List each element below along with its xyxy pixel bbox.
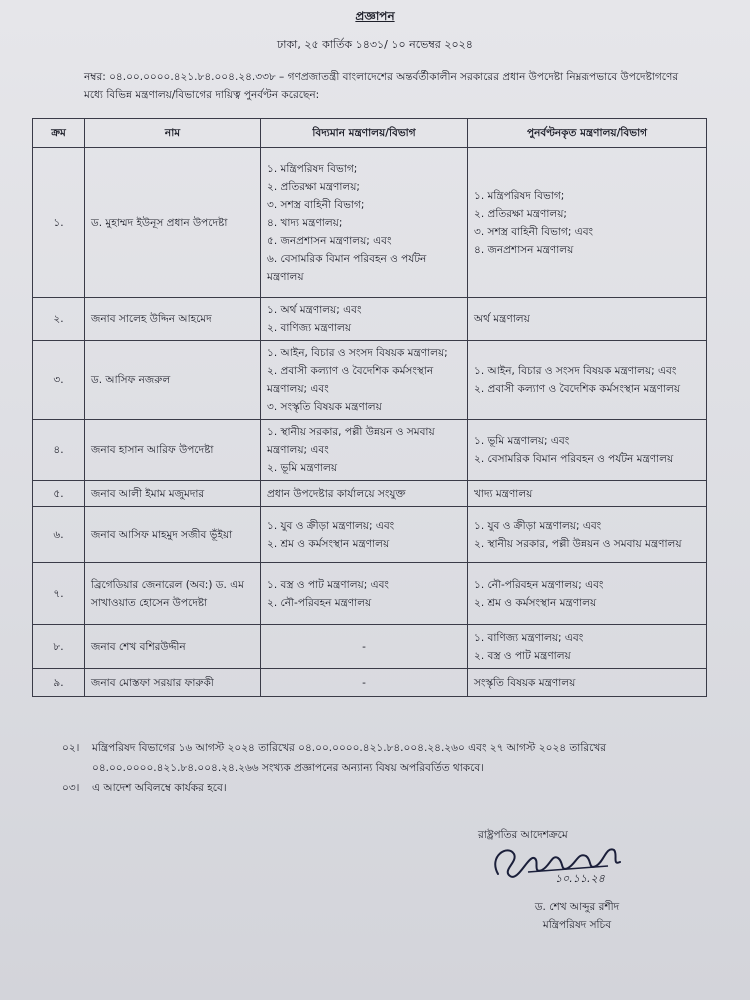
row-reassigned-ministries <box>468 341 707 420</box>
ministry-item: - <box>362 676 366 689</box>
header-reassigned: পুনর্বণ্টনকৃত মন্ত্রণালয়/বিভাগ <box>468 119 707 148</box>
row-adviser-name: জনাব মোস্তফা সরয়ার ফারুকী <box>85 669 261 697</box>
table-body <box>33 148 707 697</box>
existing-ministry-list <box>267 301 461 337</box>
ministry-item: ৬. বেসামরিক বিমান পরিবহন ও পর্যটন মন্ত্রণালয় <box>267 252 427 283</box>
footnote-3-number: ০৩। <box>62 782 80 794</box>
ministry-item: ৩. সংস্কৃতি বিষয়ক মন্ত্রণালয় <box>267 401 382 413</box>
intro-paragraph: নম্বর: ০৪.০০.০০০০.৪২১.৮৪.০০৪.২৪.৩৩৮ – গণপ্রজাতন্ত্রী বাংলাদেশের অন্তর্বর্তীকালীন সরকারের প্রধান উপদেষ্টা নিম্নরূপভাবে উপদেষ্টাগণের মধ্যে বিভিন্ন মন্ত্রণালয়/বিভাগের দায়িত্ব পুনর্বণ্টন করেছেন: <box>84 71 679 101</box>
footnote-2-number: ০২। <box>62 742 80 754</box>
row-serial: ৯. <box>33 669 85 697</box>
row-existing-ministries <box>261 148 468 298</box>
row-reassigned-ministries <box>468 507 707 563</box>
ministry-item: ২. প্রতিরক্ষা মন্ত্রণালয়; <box>267 180 360 193</box>
row-existing-ministries <box>261 507 468 563</box>
document-title: প্রজ্ঞাপন <box>355 9 395 23</box>
row-adviser-name: ব্রিগেডিয়ার জেনারেল (অব:) ড. এম সাখাওয়াত হোসেন উপদেষ্টা <box>85 563 261 625</box>
reassigned-ministry-list <box>474 310 700 328</box>
table-row <box>33 148 707 298</box>
reassigned-ministry-list <box>474 432 700 468</box>
row-adviser-name: ড. মুহাম্মদ ইউনূস প্রধান উপদেষ্টা <box>85 148 261 298</box>
ministry-item: ২. শ্রম ও কর্মসংস্থান মন্ত্রণালয় <box>267 537 390 550</box>
ministry-item: খাদ্য মন্ত্রণালয় <box>474 487 533 500</box>
ministry-item: ২. বস্ত্র ও পাট মন্ত্রণালয় <box>474 649 571 662</box>
header-serial: ক্রম <box>33 119 85 148</box>
ministry-item: ২. ভূমি মন্ত্রণালয় <box>267 462 338 474</box>
ministry-item: ১. বাণিজ্য মন্ত্রণালয়; এবং <box>474 631 584 644</box>
row-existing-ministries <box>261 563 468 625</box>
ministry-item: ২. নৌ-পরিবহন মন্ত্রণালয় <box>267 596 372 609</box>
row-existing-ministries <box>261 481 468 507</box>
existing-ministry-list <box>267 638 461 656</box>
dateline: ঢাকা, ২৫ কার্তিক ১৪৩১/ ১০ নভেম্বর ২০২৪ <box>277 38 473 51</box>
existing-ministry-list <box>267 674 461 692</box>
ministry-item: ৩. সশস্ত্র বাহিনী বিভাগ; <box>267 198 365 211</box>
row-reassigned-ministries <box>468 563 707 625</box>
existing-ministry-list <box>267 517 461 553</box>
row-serial: ৫. <box>33 481 85 507</box>
existing-ministry-list <box>267 423 461 477</box>
ministry-item: ১. যুব ও ক্রীড়া মন্ত্রণালয়; এবং <box>267 519 395 532</box>
row-existing-ministries <box>261 625 468 669</box>
ministry-item: ৩. সশস্ত্র বাহিনী বিভাগ; এবং <box>474 225 594 238</box>
table-row <box>33 481 707 507</box>
existing-ministry-list <box>267 485 461 503</box>
table-row <box>33 507 707 563</box>
ministry-item: ২. প্রবাসী কল্যাণ ও বৈদেশিক কর্মসংস্থান মন্ত্রণালয়; এবং <box>267 365 434 395</box>
ministry-item: - <box>362 640 366 653</box>
row-serial: ২. <box>33 298 85 341</box>
ministry-item: ২. স্থানীয় সরকার, পল্লী উন্নয়ন ও সমবায় মন্ত্রণালয় <box>474 537 682 550</box>
signer-designation: মন্ত্রিপরিষদ সচিব <box>542 919 612 931</box>
ministry-item: ১. ভূমি মন্ত্রণালয়; এবং <box>474 435 570 447</box>
row-serial: ৩. <box>33 341 85 420</box>
ministry-item: ১. স্থানীয় সরকার, পল্লী উন্নয়ন ও সমবায় মন্ত্রণালয়; এবং <box>267 426 435 456</box>
reassigned-ministry-list <box>474 187 700 259</box>
ministry-item: ২. শ্রম ও কর্মসংস্থান মন্ত্রণালয় <box>474 596 597 609</box>
row-adviser-name: জনাব হাসান আরিফ উপদেষ্টা <box>85 420 261 481</box>
ministry-item: ১. মন্ত্রিপরিষদ বিভাগ; <box>474 189 565 202</box>
table-row <box>33 669 707 697</box>
row-adviser-name: জনাব সালেহ উদ্দিন আহমেদ <box>85 298 261 341</box>
ministry-item: ৪. খাদ্য মন্ত্রণালয়; <box>267 216 343 229</box>
footnote-3-text: এ আদেশ অবিলম্বে কার্যকর হবে। <box>92 782 227 794</box>
header-existing: বিদ্যমান মন্ত্রণালয়/বিভাগ <box>261 119 468 148</box>
row-serial: ৬. <box>33 507 85 563</box>
ministry-item: অর্থ মন্ত্রণালয় <box>474 313 530 325</box>
reassigned-ministry-list <box>474 362 700 398</box>
row-existing-ministries <box>261 298 468 341</box>
footnote-3 <box>62 778 672 798</box>
ministry-item: ১. মন্ত্রিপরিষদ বিভাগ; <box>267 162 358 175</box>
table-row <box>33 420 707 481</box>
reassigned-ministry-list <box>474 629 700 665</box>
header-name: নাম <box>85 119 261 148</box>
table-header-row <box>33 119 707 148</box>
signer-name: ড. শেখ আব্দুর রশীদ <box>534 901 620 913</box>
reassigned-ministry-list <box>474 674 700 692</box>
ministry-item: ১. বস্ত্র ও পাট মন্ত্রণালয়; এবং <box>267 578 389 591</box>
reassigned-ministry-list <box>474 517 700 553</box>
reassignment-table <box>32 118 707 697</box>
ministry-item: ১. নৌ-পরিবহন মন্ত্রণালয়; এবং <box>474 578 604 591</box>
row-reassigned-ministries <box>468 420 707 481</box>
ministry-item: ১. আইন, বিচার ও সংসদ বিষয়ক মন্ত্রণালয়; এবং <box>474 365 677 377</box>
table-row <box>33 298 707 341</box>
table-row <box>33 625 707 669</box>
ministry-item: ২. প্রবাসী কল্যাণ ও বৈদেশিক কর্মসংস্থান মন্ত্রণালয় <box>474 383 680 395</box>
row-serial: ১. <box>33 148 85 298</box>
ministry-item: ৫. জনপ্রশাসন মন্ত্রণালয়; এবং <box>267 234 392 247</box>
reassigned-ministry-list <box>474 576 700 612</box>
row-adviser-name: জনাব আসিফ মাহমুদ সজীব ভূঁইয়া <box>85 507 261 563</box>
ministry-item: ১. যুব ও ক্রীড়া মন্ত্রণালয়; এবং <box>474 519 602 532</box>
ministry-item: ১. আইন, বিচার ও সংসদ বিষয়ক মন্ত্রণালয়; <box>267 347 448 359</box>
row-adviser-name: জনাব শেখ বশিরউদ্দীন <box>85 625 261 669</box>
row-adviser-name: ড. আসিফ নজরুল <box>85 341 261 420</box>
row-reassigned-ministries <box>468 148 707 298</box>
ministry-item: ২. বেসামরিক বিমান পরিবহন ও পর্যটন মন্ত্রণালয় <box>474 453 674 465</box>
footnote-2-text: মন্ত্রিপরিষদ বিভাগের ১৬ আগস্ট ২০২৪ তারিখের ০৪.০০.০০০০.৪২১.৮৪.০০৪.২৪.২৬০ এবং ২৭ আগস্ট ২০২৪ তারিখের ০৪.০০.০০০০.৪২১.৮৪.০০৪.২৪.২৬৬ সংখ্যক প্রজ্ঞাপনের অন্যান্য বিষয় অপরিবর্তিত থাকবে। <box>92 742 607 774</box>
ministry-item: ২. বাণিজ্য মন্ত্রণালয় <box>267 322 352 334</box>
ministry-item: ২. প্রতিরক্ষা মন্ত্রণালয়; <box>474 207 567 220</box>
row-reassigned-ministries <box>468 625 707 669</box>
row-serial: ৭. <box>33 563 85 625</box>
signer-block <box>512 898 642 934</box>
row-reassigned-ministries <box>468 298 707 341</box>
reassigned-ministry-list <box>474 485 700 503</box>
footnote-2 <box>62 738 672 778</box>
ministry-item: প্রধান উপদেষ্টার কার্যালয়ে সংযুক্ত <box>267 487 406 500</box>
row-reassigned-ministries <box>468 669 707 697</box>
closing-line: রাষ্ট্রপতির আদেশক্রমে <box>478 829 568 841</box>
ministry-item: ৪. জনপ্রশাসন মন্ত্রণালয় <box>474 243 574 256</box>
table-row <box>33 341 707 420</box>
row-existing-ministries <box>261 420 468 481</box>
row-serial: ৮. <box>33 625 85 669</box>
existing-ministry-list <box>267 576 461 612</box>
ministry-item: ১. অর্থ মন্ত্রণালয়; এবং <box>267 304 362 316</box>
ministry-item: সংস্কৃতি বিষয়ক মন্ত্রণালয় <box>474 676 576 689</box>
row-adviser-name: জনাব আলী ইমাম মজুমদার <box>85 481 261 507</box>
existing-ministry-list <box>267 344 461 416</box>
row-serial: ৪. <box>33 420 85 481</box>
row-existing-ministries <box>261 669 468 697</box>
row-reassigned-ministries <box>468 481 707 507</box>
row-existing-ministries <box>261 341 468 420</box>
existing-ministry-list <box>267 160 461 286</box>
table-row <box>33 563 707 625</box>
signature-date: ১০.১১.২৪ <box>555 872 605 885</box>
